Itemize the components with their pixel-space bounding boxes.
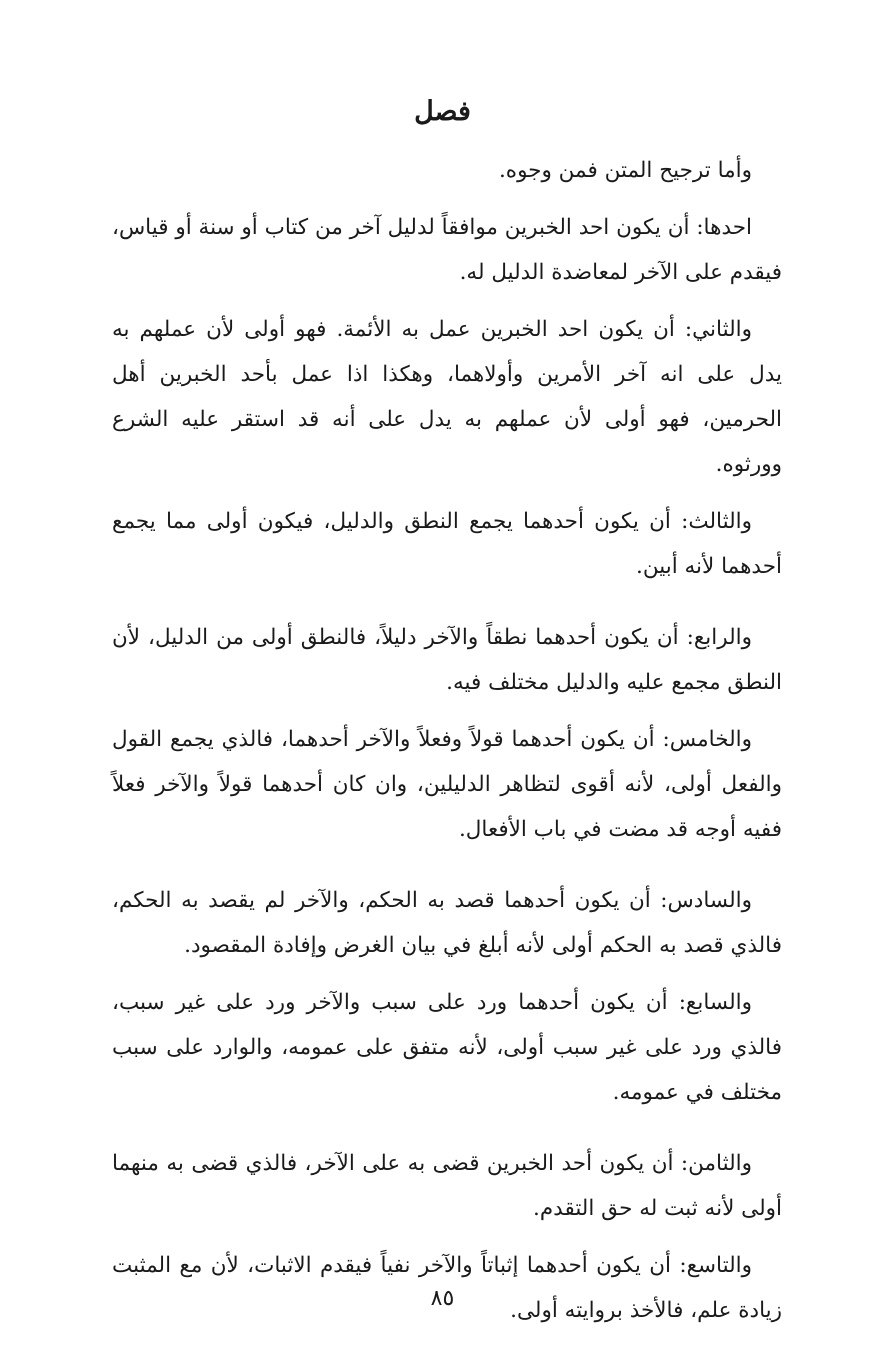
paragraph-sixth: والسادس: أن يكون أحدهما قصد به الحكم، والآخر لم يقصد به الحكم، فالذي قصد به الحكم أولى لأنه أبلغ في بيان الغرض وإفادة المقصود.	[112, 888, 782, 958]
intro-paragraph: وأما ترجيح المتن فمن وجوه.	[498, 158, 752, 183]
page-number: ٨٥	[430, 1286, 455, 1311]
paragraph-ninth: والتاسع: أن يكون أحدهما إثباتاً والآخر نفياً فيقدم الاثبات، لأن مع المثبت زيادة علم، فالأخذ بروايته أولى.	[112, 1253, 782, 1323]
paragraph-fifth: والخامس: أن يكون أحدهما قولاً وفعلاً والآخر أحدهما، فالذي يجمع القول والفعل أولى، لأنه أقوى لتظاهر الدليلين، وان كان أحدهما قولاً والآخر فعلاً ففيه أوجه قد مضت في باب الأفعال.	[112, 727, 782, 842]
paragraph-fourth: والرابع: أن يكون أحدهما نطقاً والآخر دليلاً، فالنطق أولى من الدليل، لأن النطق مجمع عليه والدليل مختلف فيه.	[112, 625, 782, 695]
body-text	[112, 148, 782, 1345]
paragraph-second: والثاني: أن يكون احد الخبرين عمل به الأئمة. فهو أولى لأن عملهم به يدل على انه آخر الأمرين وأولاهما، وهكذا اذا عمل بأحد الخبرين أهل الحرمين، فهو أولى لأن عملهم به يدل على أنه قد استقر عليه الشرع وورثوه.	[112, 317, 782, 477]
paragraph-first: احدها: أن يكون احد الخبرين موافقاً لدليل آخر من كتاب أو سنة أو قياس، فيقدم على الآخر لمعاضدة الدليل له.	[112, 215, 782, 285]
paragraph-seventh: والسابع: أن يكون أحدهما ورد على سبب والآخر ورد على غير سبب، فالذي ورد على غير سبب أولى، لأنه متفق على عمومه، والوارد على سبب مختلف في عمومه.	[112, 990, 782, 1105]
paragraph-third: والثالث: أن يكون أحدهما يجمع النطق والدليل، فيكون أولى مما يجمع أحدهما لأنه أبين.	[112, 509, 782, 579]
section-heading: فصل	[414, 96, 471, 127]
paragraph-eighth: والثامن: أن يكون أحد الخبرين قضى به على الآخر، فالذي قضى به منهما أولى لأنه ثبت له حق التقدم.	[112, 1151, 782, 1221]
